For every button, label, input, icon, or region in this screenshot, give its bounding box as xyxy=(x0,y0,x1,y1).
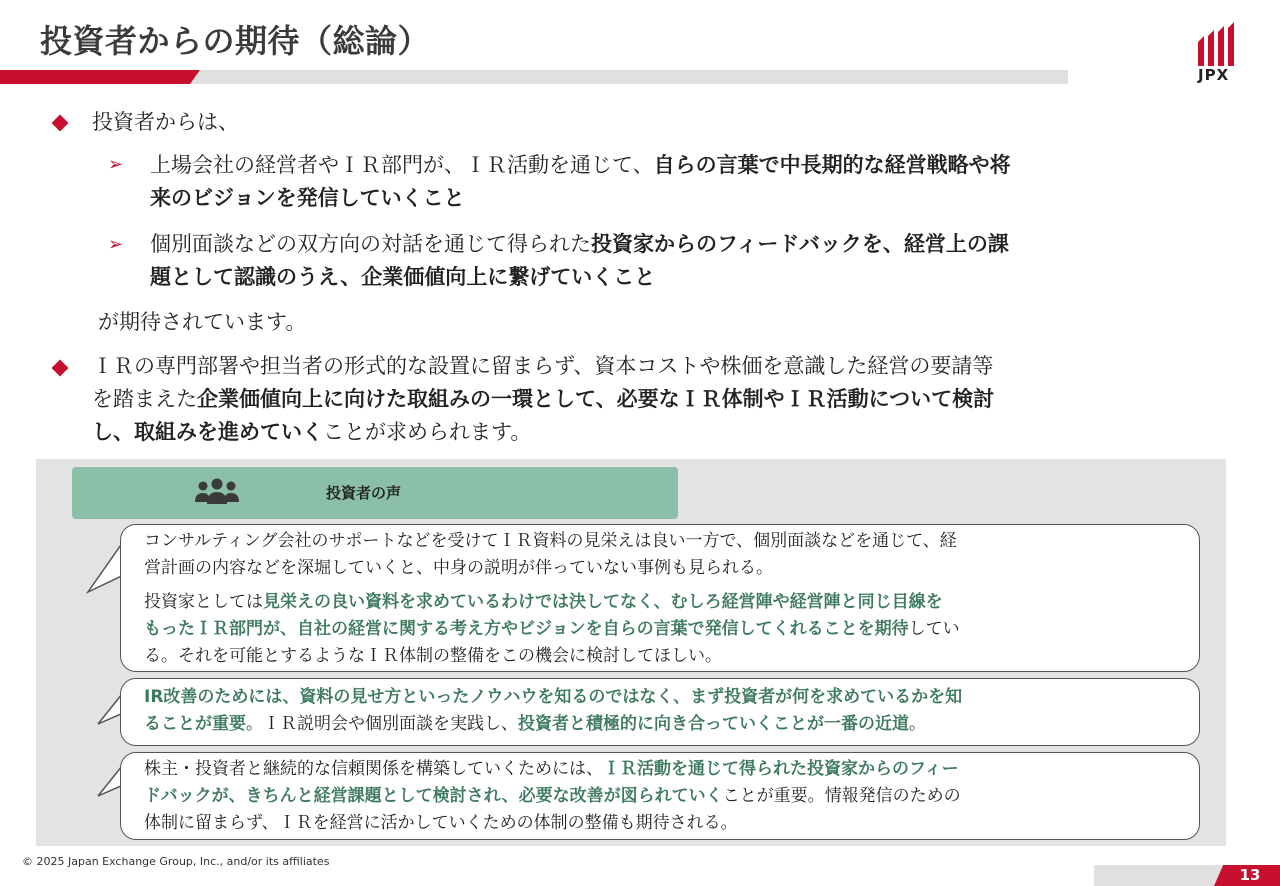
bullet-2-line-3-text: ことが求められます。 xyxy=(323,420,532,444)
comment-2-line: 。 xyxy=(909,714,926,734)
footer-bar xyxy=(1094,865,1224,886)
sub-bullet-1 xyxy=(150,149,1240,215)
comment-3-emphasis: ＩＲ活動を通じて得られた投資家からのフィー xyxy=(603,759,959,779)
page-title: 投資者からの期待（総論） xyxy=(40,22,431,60)
comment-2-emphasis: ることが重要 xyxy=(144,714,246,734)
bullet-diamond-icon xyxy=(52,360,69,377)
investor-comment-3-text xyxy=(144,756,1184,837)
comment-1-line: してい xyxy=(908,619,960,639)
sub-bullet-2 xyxy=(150,228,1240,294)
sub-bullet-1-emphasis: 自らの言葉で中長期的な経営戦略や将 xyxy=(653,153,1011,177)
comment-2-emphasis: 投資者と積極的に向き合っていくことが一番の近道 xyxy=(518,714,909,734)
comment-1-line: 投資家としては xyxy=(144,592,263,612)
bullet-2-emphasis: 企業価値向上に向けた取組みの一環として、必要なＩＲ体制やＩＲ活動について検討 xyxy=(197,387,995,411)
copyright-footer: © 2025 Japan Exchange Group, Inc., and/or its affiliates xyxy=(22,855,330,868)
bullet-2 xyxy=(92,350,1232,449)
comment-3-line: 株主・投資者と継続的な信頼関係を構築していくためには、 xyxy=(144,759,603,779)
sub-bullet-1-emphasis-cont: 来のビジョンを発信していくこと xyxy=(150,186,465,210)
comment-2-emphasis: IR改善のためには、資料の見せ方といったノウハウを知るのではなく、まず投資者が何を求めているかを知 xyxy=(144,687,963,707)
sub-bullet-2-emphasis-cont: 題として認識のうえ、企業価値向上に繋げていくこと xyxy=(150,265,656,289)
comment-1-emphasis: もったＩＲ部門が、自社の経営に関する考え方やビジョンを自らの言葉で発信してくれることを期待 xyxy=(144,619,909,639)
logo-text: JPX xyxy=(1198,66,1230,84)
comment-1-line: 営計画の内容などを深堀していくと、中身の説明が伴っていない事例も見られる。 xyxy=(144,558,773,578)
investor-comment-1-text xyxy=(144,528,1184,582)
sub-bullet-2-emphasis: 投資家からのフィードバックを、経営上の課 xyxy=(591,232,1009,256)
bullet-2-emphasis-cont: し、取組みを進めていく xyxy=(92,420,323,444)
bullet-1-intro: 投資者からは、 xyxy=(92,110,239,134)
sub-bullet-arrow-icon: ➢ xyxy=(108,154,124,175)
comment-1-emphasis: 見栄えの良い資料を求めているわけでは決してなく、むしろ経営陣や経営陣と同じ目線を xyxy=(263,592,943,612)
sub-bullet-1-text: 上場会社の経営者やＩＲ部門が、ＩＲ活動を通じて、 xyxy=(150,153,654,177)
sub-bullet-arrow-icon: ➢ xyxy=(108,234,124,255)
title-underline-accent xyxy=(0,70,200,84)
comment-1-line: る。それを可能とするようなＩＲ体制の整備をこの機会に検討してほしい。 xyxy=(144,646,722,666)
investor-comment-2-text xyxy=(144,684,1184,738)
investor-comment-1-text-2 xyxy=(144,589,1184,670)
bullet-diamond-icon xyxy=(52,115,69,132)
page-number: 13 xyxy=(1239,866,1261,884)
comment-1-line: コンサルティング会社のサポートなどを受けてＩＲ資料の見栄えは良い一方で、個別面談などを通じて、経 xyxy=(144,531,957,551)
comment-3-emphasis: ドバックが、きちんと経営課題として検討され、必要な改善が図られていく xyxy=(144,786,723,806)
bullet-2-line-1: ＩＲの専門部署や担当者の形式的な設置に留まらず、資本コストや株価を意識した経営の要請等 xyxy=(92,354,994,378)
sub-bullet-2-text: 個別面談などの双方向の対話を通じて得られた xyxy=(150,232,591,256)
comment-2-line: 。ＩＲ説明会や個別面談を実践し、 xyxy=(246,714,518,734)
people-group-icon xyxy=(192,478,242,508)
comment-3-line: 体制に留まらず、ＩＲを経営に活かしていくための体制の整備も期待される。 xyxy=(144,813,738,833)
bullet-1-outro: が期待されています。 xyxy=(98,310,307,334)
investor-voices-title: 投資者の声 xyxy=(326,484,402,502)
bullet-2-line-2-text: を踏まえた xyxy=(92,387,197,411)
comment-3-line: ことが重要。情報発信のための xyxy=(722,786,961,806)
